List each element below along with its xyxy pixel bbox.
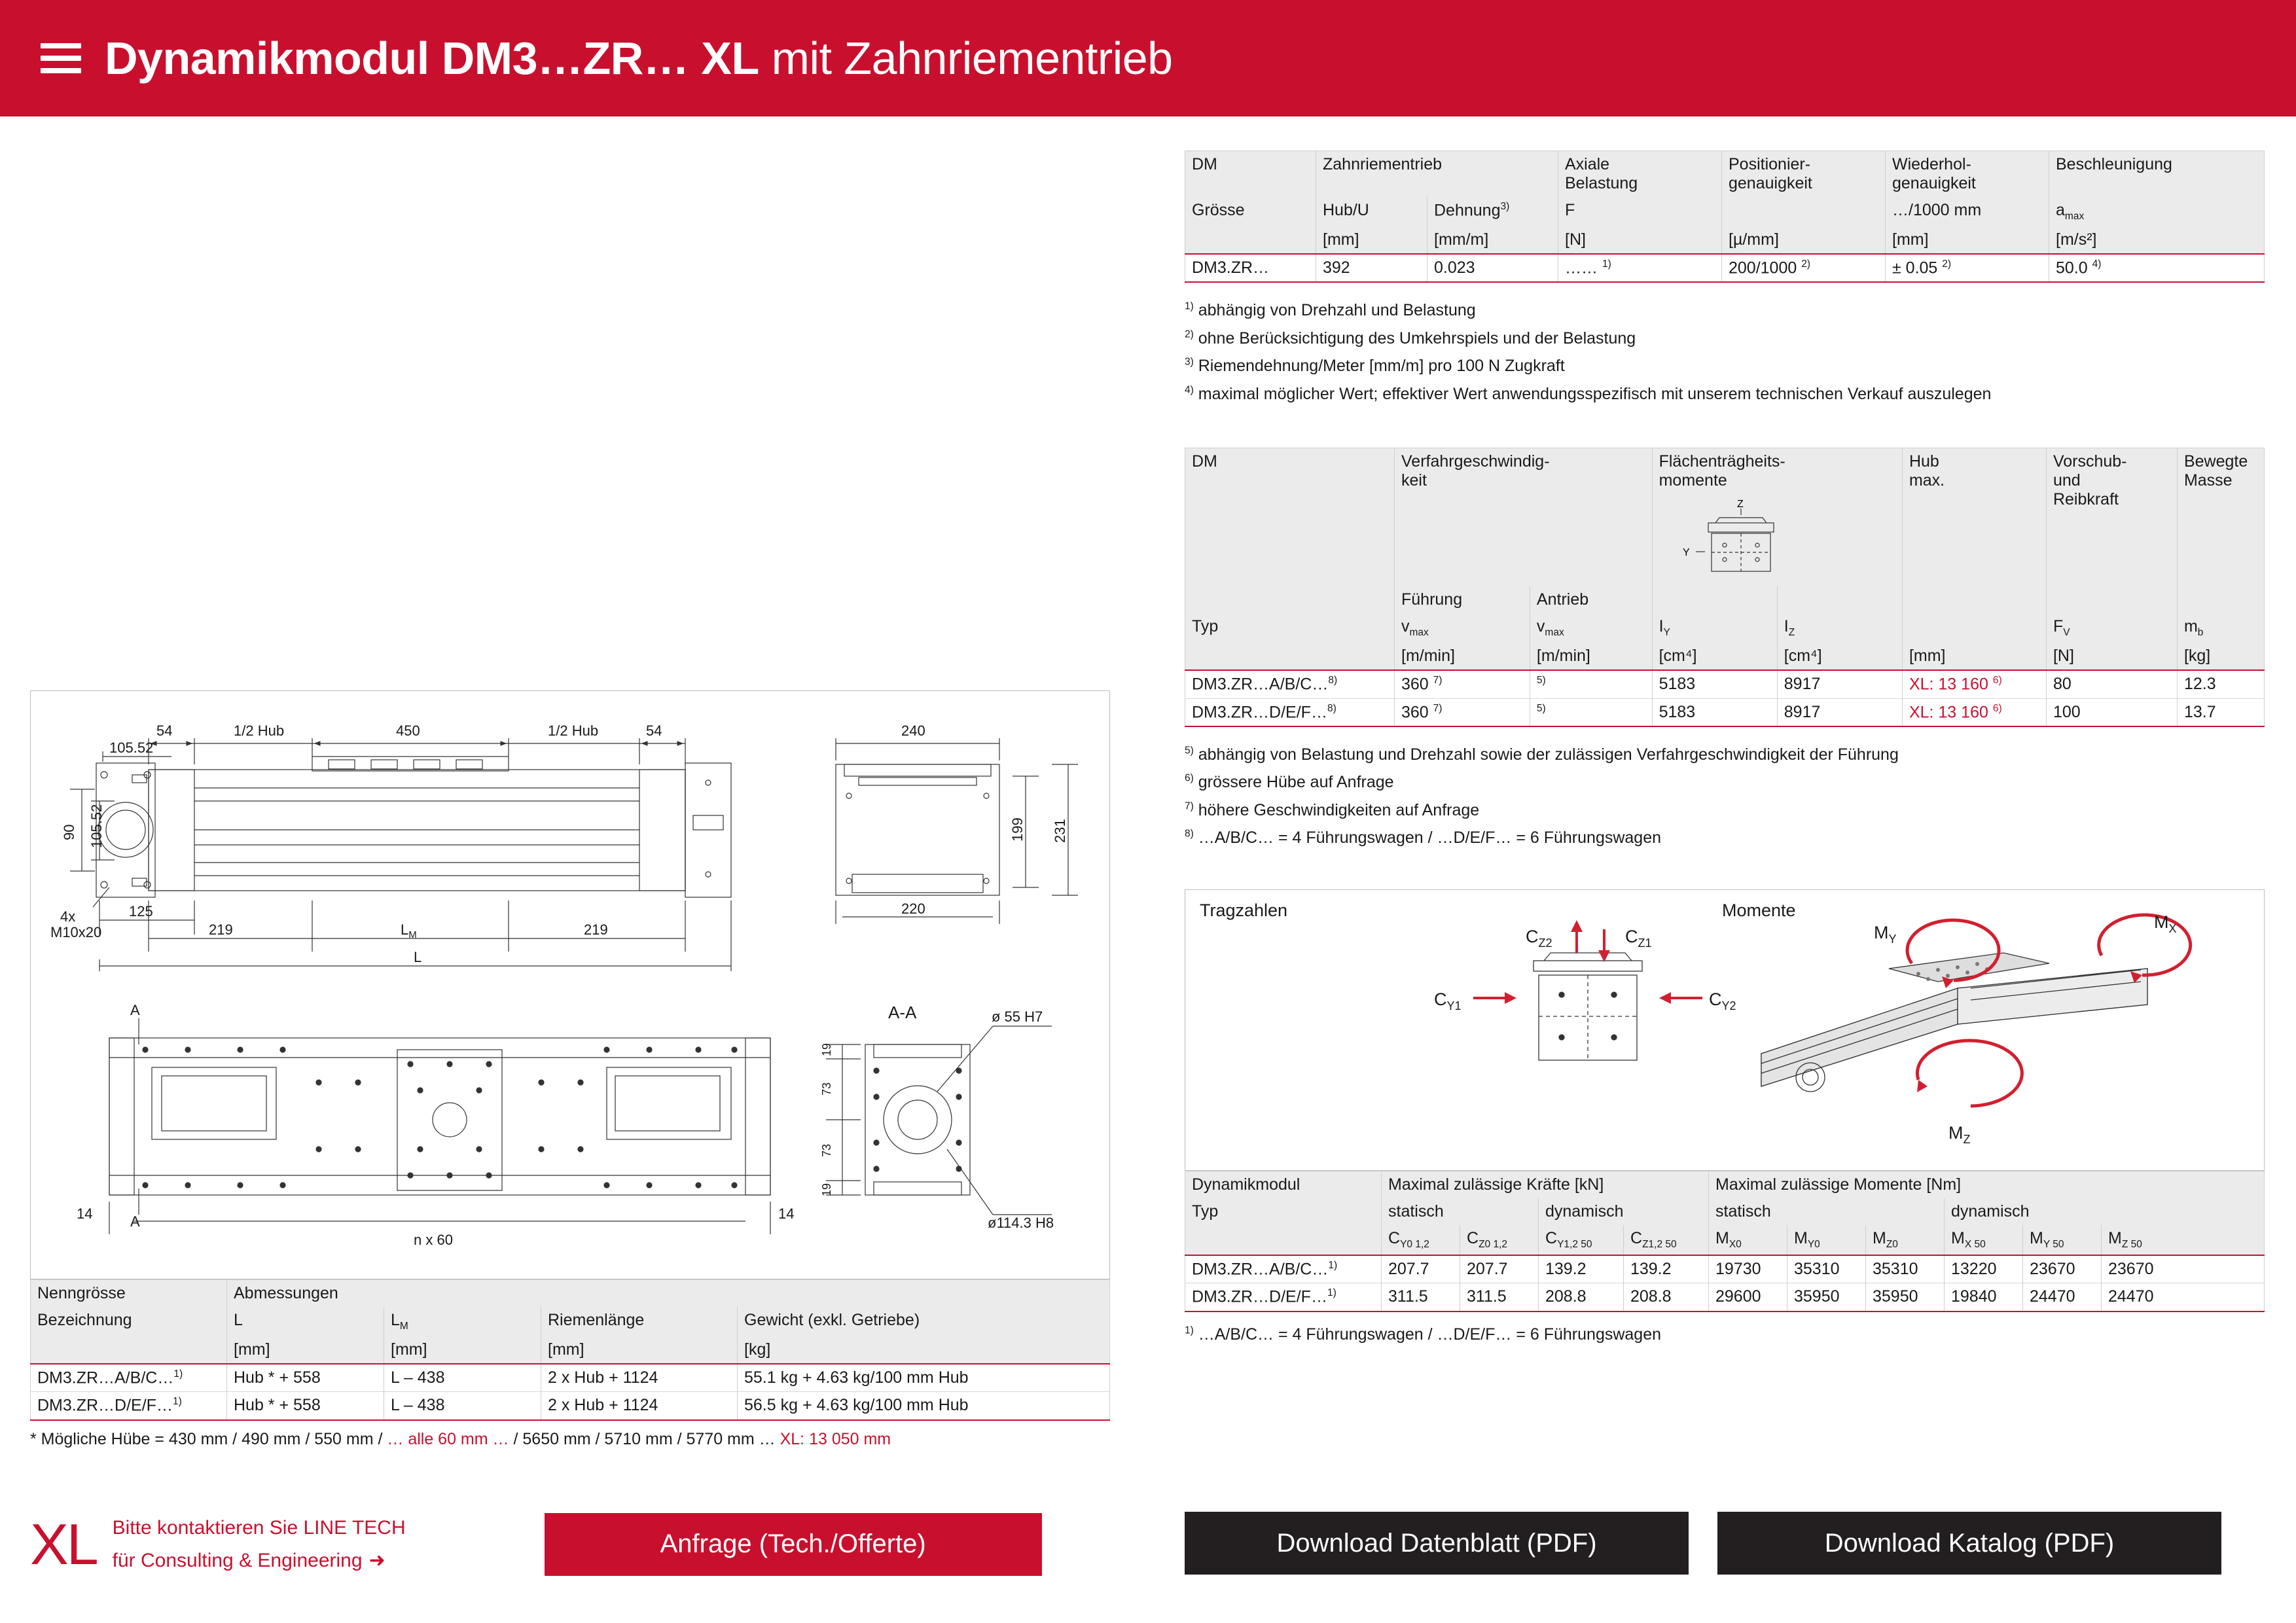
download-datenblatt-button[interactable]: Download Datenblatt (PDF) <box>1185 1512 1689 1575</box>
sym-mx0: $M_{X0}$ <box>1709 1225 1787 1255</box>
sym-my0: $M_{Y0}$ <box>1787 1225 1866 1255</box>
col-momente: Maximal zulässige Momente [Nm] <box>1709 1171 2265 1198</box>
col-momente-statisch: statisch <box>1709 1198 1945 1225</box>
table-row <box>1185 613 2265 643</box>
dim-199: 199 <box>1009 817 1026 842</box>
cell-mx50: 19840 <box>1945 1283 2023 1311</box>
sym-v-antrieb: $v_{max}$ <box>1530 613 1652 643</box>
cell-v-antrieb: 5) <box>1530 698 1652 726</box>
page-title-normal: mit Zahnriementrieb <box>759 33 1173 84</box>
unit-empty <box>1185 643 1395 670</box>
cell-wdh: ± 0.05 $^{2)}$ <box>1886 254 2049 282</box>
col-gewicht: Gewicht (exkl. Getriebe) <box>738 1307 1110 1336</box>
cell-typ: DM3.ZR…D/E/F…$^{8)}$ <box>1185 698 1395 726</box>
footnote: $^{1)}$ abhängig von Drehzahl und Belastung <box>1185 301 1476 320</box>
table-row <box>31 1392 1110 1420</box>
sym-mx50: $M_{X 50}$ <box>1945 1225 2023 1255</box>
sym-mz0: $M_{Z0}$ <box>1866 1225 1945 1255</box>
col-hub-u: Hub/U <box>1316 197 1427 226</box>
dim-240: 240 <box>901 722 925 739</box>
cell-cy0: 207.7 <box>1382 1255 1460 1283</box>
dim-14-left: 14 <box>77 1205 93 1222</box>
axes-diagram-icon <box>1659 499 1816 578</box>
sym-a-max: $a_{max}$ <box>2049 197 2265 226</box>
table-row <box>1185 226 2265 254</box>
footnote: $^{8)}$ …A/B/C… = 4 Führungswagen / …D/E/F… = 6 Führungswagen <box>1185 829 1662 847</box>
col-riemenlaenge: Riemenlänge <box>541 1307 738 1336</box>
sym-cz0: $C_{Z0 1,2}$ <box>1460 1225 1539 1255</box>
sym-cz50: $C_{Z1,2 50}$ <box>1624 1225 1709 1255</box>
table-row <box>1185 1255 2265 1283</box>
col-verfahrgeschwindigkeit: Verfahrgeschwindig- keit <box>1395 448 1653 587</box>
cell-gewicht: 55.1 kg + 4.63 kg/100 mm Hub <box>738 1364 1110 1392</box>
cell-L: Hub * + 558 <box>227 1392 384 1420</box>
col-positioniergenauigkeit: Positionier- genauigkeit <box>1722 151 1886 198</box>
title-momente: Momente <box>1722 900 1796 920</box>
footnotes-1 <box>1185 297 2265 407</box>
cell-cy0: 311.5 <box>1382 1283 1460 1311</box>
cell-dm-name: DM3.ZR… <box>1185 254 1316 282</box>
footnote: $^{1)}$ …A/B/C… = 4 Führungswagen / …D/E/F… = 6 Führungswagen <box>1185 1325 1662 1344</box>
cell-mz50: 23670 <box>2102 1255 2265 1283</box>
col-beschleunigung: Beschleunigung <box>2049 151 2265 198</box>
dim-90: 90 <box>61 824 77 840</box>
right-column <box>1185 151 2265 1349</box>
cell-cz50: 139.2 <box>1624 1255 1709 1283</box>
spacer <box>2046 586 2177 613</box>
table-row <box>1185 643 2265 670</box>
page-title-bold: Dynamikmodul DM3…ZR… XL <box>105 33 759 84</box>
col-momente-dynamisch: dynamisch <box>1945 1198 2265 1225</box>
sym-cy50: $C_{Y1,2 50}$ <box>1539 1225 1624 1255</box>
sym-mb: $m_b$ <box>2177 613 2264 643</box>
cell-L: Hub * + 558 <box>227 1364 384 1392</box>
footnote: $^{4)}$ maximal möglicher Wert; effektiver Wert anwendungsspezifisch mit unserem technischen Verkauf auszulegen <box>1185 384 1992 403</box>
cell-fv: 80 <box>2046 670 2177 698</box>
sym-cy0: $C_{Y0 1,2}$ <box>1382 1225 1460 1255</box>
table-row <box>1185 1171 2265 1198</box>
cell-v-fuehrung: 360 $^{7)}$ <box>1395 698 1530 726</box>
section-marker-a-top: A <box>130 1002 140 1018</box>
cell-cz0: 207.7 <box>1460 1255 1539 1283</box>
col-nenngroesse: Nenngrösse <box>31 1280 227 1308</box>
label-cz2: $C_{Z2}$ <box>1526 926 1552 950</box>
footnote: $^{6)}$ grössere Hübe auf Anfrage <box>1185 773 1394 792</box>
col-wiederholgenauigkeit: Wiederhol- genauigkeit <box>1886 151 2049 198</box>
cell-mz0: 35950 <box>1866 1283 1945 1311</box>
section-label-aa: A-A <box>888 1003 917 1022</box>
col-LM: $L_M$ <box>384 1307 541 1336</box>
col-axiale-belastung: Axiale Belastung <box>1558 151 1722 198</box>
dim-half-hub-right: 1/2 Hub <box>548 722 599 739</box>
hamburger-menu-icon[interactable] <box>41 43 81 73</box>
spacer <box>1652 586 1777 613</box>
unit-iz: [cm⁴] <box>1777 643 1902 670</box>
sym-my50: $M_{Y 50}$ <box>2023 1225 2102 1255</box>
footer-right <box>1185 1512 2265 1575</box>
dim-10552-top: 105.52 <box>109 740 154 756</box>
table-row <box>1185 698 2265 726</box>
cell-cy50: 139.2 <box>1539 1255 1624 1283</box>
sym-F: F <box>1558 197 1722 226</box>
col-dynamikmodul: Dynamikmodul <box>1185 1171 1382 1198</box>
spacer <box>1185 1225 1382 1255</box>
cell-cz0: 311.5 <box>1460 1283 1539 1311</box>
dim-14-right: 14 <box>778 1205 795 1222</box>
dim-219-left: 219 <box>209 921 233 938</box>
dimensions-table <box>30 1279 1110 1421</box>
download-katalog-button[interactable]: Download Katalog (PDF) <box>1717 1512 2221 1575</box>
xl-logo: XL <box>30 1511 97 1577</box>
cell-cy50: 208.8 <box>1539 1283 1624 1311</box>
unit-wdh: [mm] <box>1886 226 2049 254</box>
unit-acc: [m/s²] <box>2049 226 2265 254</box>
cell-riemen: 2 x Hub + 1124 <box>541 1392 738 1420</box>
cell-LM: L – 438 <box>384 1392 541 1420</box>
table-row <box>1185 1198 2265 1225</box>
title-tragzahlen: Tragzahlen <box>1200 900 1288 920</box>
cell-my50: 24470 <box>2023 1283 2102 1311</box>
performance-table <box>1185 448 2265 727</box>
dim-bore-1143: ø114.3 H8 <box>988 1215 1054 1231</box>
unit-fv: [N] <box>2046 643 2177 670</box>
cell-hub: XL: 13 160 $^{6)}$ <box>1902 698 2046 726</box>
sym-iz: $I_Z$ <box>1777 613 1902 643</box>
unit-riemen: [mm] <box>541 1336 738 1364</box>
dim-219-right: 219 <box>584 921 608 938</box>
unit-LM: [mm] <box>384 1336 541 1364</box>
page-title <box>105 32 1173 84</box>
col-zahnriementrieb: Zahnriementrieb <box>1316 151 1558 198</box>
contact-text <box>113 1512 545 1577</box>
cell-v-antrieb: 5) <box>1530 670 1652 698</box>
col-kraefte: Maximal zulässige Kräfte [kN] <box>1382 1171 1709 1198</box>
col-dehnung: Dehnung$^{3)}$ <box>1427 197 1558 226</box>
spacer <box>1902 586 2046 613</box>
unit-empty <box>1185 226 1316 254</box>
dim-bore-55: ø 55 H7 <box>992 1008 1043 1025</box>
unit-dehnung: [mm/m] <box>1427 226 1558 254</box>
contact-line-1: Bitte kontaktieren Sie LINE TECH <box>112 1517 406 1539</box>
cell-mb: 13.7 <box>2177 698 2264 726</box>
cell-LM: L – 438 <box>384 1364 541 1392</box>
table-row <box>1185 197 2265 226</box>
unit-mb: [kg] <box>2177 643 2264 670</box>
unit-pos: [µ/mm] <box>1722 226 1886 254</box>
specs-table <box>1185 151 2265 283</box>
cell-typ: DM3.ZR…D/E/F…$^{1)}$ <box>1185 1283 1382 1311</box>
section-marker-a-bottom: A <box>130 1213 140 1230</box>
cell-gewicht: 56.5 kg + 4.63 kg/100 mm Hub <box>738 1392 1110 1420</box>
left-column <box>30 137 1110 1449</box>
cell-iy: 5183 <box>1652 698 1777 726</box>
dim-10552-left: 105.52 <box>88 804 105 848</box>
axis-label-z: Z <box>1736 499 1744 510</box>
cell-mz0: 35310 <box>1866 1255 1945 1283</box>
cell-typ: DM3.ZR…A/B/C…$^{8)}$ <box>1185 670 1395 698</box>
col-vorschubkraft: Vorschub- und Reibkraft <box>2046 448 2177 587</box>
spacer <box>1185 586 1395 613</box>
label-my: $M_Y$ <box>1874 922 1897 946</box>
dim-19-top: 19 <box>820 1043 833 1056</box>
cell-bezeichnung: DM3.ZR…D/E/F…$^{1)}$ <box>31 1392 227 1420</box>
unit-v-fuehrung: [m/min] <box>1395 643 1530 670</box>
unit-F: [N] <box>1558 226 1722 254</box>
footnotes-2 <box>1185 741 2265 851</box>
col-dm: DM <box>1185 151 1316 198</box>
footer-left <box>30 1512 1110 1577</box>
cell-dehnung: 0.023 <box>1427 254 1558 282</box>
spacer <box>2177 586 2264 613</box>
sym-pos <box>1722 197 1886 226</box>
cell-my50: 23670 <box>2023 1255 2102 1283</box>
dim-54-left: 54 <box>156 722 173 739</box>
col-hub-max: Hub max. <box>1902 448 2046 587</box>
unit-gewicht: [kg] <box>738 1336 1110 1364</box>
cell-fv: 100 <box>2046 698 2177 726</box>
sym-mz50: $M_{Z 50}$ <box>2102 1225 2265 1255</box>
table-row <box>1185 670 2265 698</box>
table-row <box>1185 254 2265 282</box>
col-flaechentraegheitsmomente: Flächenträgheits- momente Z Y <box>1652 448 1902 587</box>
cell-axial: …… $^{1)}$ <box>1558 254 1722 282</box>
spacer <box>1777 586 1902 613</box>
loads-diagram <box>1185 889 2265 1171</box>
dim-19-bottom: 19 <box>820 1183 833 1196</box>
col-bezeichnung: Bezeichnung <box>31 1307 227 1336</box>
unit-L: [mm] <box>227 1336 384 1364</box>
cell-v-fuehrung: 360 $^{7)}$ <box>1395 670 1530 698</box>
table-row <box>1185 1283 2265 1311</box>
dim-4x: 4x <box>60 908 76 925</box>
col-fuehrung: Führung <box>1395 586 1530 613</box>
dim-231: 231 <box>1052 819 1068 843</box>
cell-mz50: 24470 <box>2102 1283 2265 1311</box>
dim-125: 125 <box>129 903 153 919</box>
cell-hub-u: 392 <box>1316 254 1427 282</box>
cell-cz50: 208.8 <box>1624 1283 1709 1311</box>
label-cy1: $C_{Y1}$ <box>1434 989 1462 1012</box>
cell-mx50: 13220 <box>1945 1255 2023 1283</box>
col-antrieb: Antrieb <box>1530 586 1652 613</box>
dim-73-bottom: 73 <box>820 1143 833 1157</box>
cell-riemen: 2 x Hub + 1124 <box>541 1364 738 1392</box>
dim-L: L <box>414 949 422 965</box>
cell-mx0: 19730 <box>1709 1255 1787 1283</box>
table-row <box>31 1336 1110 1364</box>
dim-half-hub-left: 1/2 Hub <box>234 722 285 739</box>
label-mz: $M_Z$ <box>1948 1122 1971 1146</box>
col-groesse: Grösse <box>1185 197 1316 226</box>
table-row <box>1185 1225 2265 1255</box>
cell-mx0: 29600 <box>1709 1283 1787 1311</box>
footnote: $^{7)}$ höhere Geschwindigkeiten auf Anfrage <box>1185 800 1480 819</box>
label-cy2: $C_{Y2}$ <box>1709 989 1736 1012</box>
unit-empty <box>31 1336 227 1364</box>
cell-iz: 8917 <box>1777 698 1902 726</box>
cell-mb: 12.3 <box>2177 670 2264 698</box>
col-L: L <box>227 1307 384 1336</box>
cell-my0: 35950 <box>1787 1283 1866 1311</box>
page-header <box>0 0 2296 116</box>
anfrage-button[interactable]: Anfrage (Tech./Offerte) <box>545 1513 1042 1576</box>
col-abmessungen: Abmessungen <box>227 1280 1110 1308</box>
unit-v-antrieb: [m/min] <box>1530 643 1652 670</box>
col-bewegte-masse: Bewegte Masse <box>2177 448 2264 587</box>
table-row <box>1185 151 2265 198</box>
unit-iy: [cm⁴] <box>1652 643 1777 670</box>
col-typ: Typ <box>1185 1198 1382 1225</box>
footnotes-3 <box>1185 1321 2265 1348</box>
cell-iy: 5183 <box>1652 670 1777 698</box>
stroke-note: * Mögliche Hübe = 430 mm / 490 mm / 550 mm / … alle 60 mm … / 5650 mm / 5710 mm / 5770 mm … XL: 13 050 mm <box>30 1429 891 1448</box>
sym-wdh: …/1000 mm <box>1886 197 2049 226</box>
footnote: $^{5)}$ abhängig von Belastung und Drehzahl sowie der zulässigen Verfahrgeschwindigkeit der Führung <box>1185 745 1899 764</box>
dim-LM: $L_M$ <box>401 921 417 940</box>
dim-nx60: n x 60 <box>414 1232 453 1248</box>
table-row <box>1185 448 2265 587</box>
unit-hub-u: [mm] <box>1316 226 1427 254</box>
dim-54-right: 54 <box>646 722 662 739</box>
sym-iy: $I_Y$ <box>1652 613 1777 643</box>
contact-line-2: für Consulting & Engineering ➜ <box>113 1544 545 1577</box>
dim-220: 220 <box>901 901 925 917</box>
col-kraefte-dynamisch: dynamisch <box>1539 1198 1709 1225</box>
sym-hub <box>1902 613 2046 643</box>
cell-typ: DM3.ZR…A/B/C…$^{1)}$ <box>1185 1255 1382 1283</box>
cell-acc: 50.0 $^{4)}$ <box>2049 254 2265 282</box>
unit-hub: [mm] <box>1902 643 2046 670</box>
cell-pos: 200/1000 $^{2)}$ <box>1722 254 1886 282</box>
label-mx: $M_X$ <box>2154 912 2177 935</box>
dim-m10x20: M10x20 <box>50 924 102 940</box>
cell-hub: XL: 13 160 $^{6)}$ <box>1902 670 2046 698</box>
table-row <box>31 1280 1110 1308</box>
dim-450: 450 <box>396 722 420 739</box>
cell-my0: 35310 <box>1787 1255 1866 1283</box>
col-dm: DM <box>1185 448 1395 587</box>
col-typ: Typ <box>1185 613 1395 643</box>
footnote: $^{2)}$ ohne Berücksichtigung des Umkehrspiels und der Belastung <box>1185 329 1636 348</box>
table-row <box>31 1364 1110 1392</box>
cell-iz: 8917 <box>1777 670 1902 698</box>
sym-fv: $F_V$ <box>2046 613 2177 643</box>
loads-table <box>1185 1171 2265 1312</box>
footnote: $^{3)}$ Riemendehnung/Meter [mm/m] pro 100 N Zugkraft <box>1185 357 1565 376</box>
arrow-right-icon: ➜ <box>368 1549 386 1571</box>
cell-bezeichnung: DM3.ZR…A/B/C…$^{1)}$ <box>31 1364 227 1392</box>
table-row <box>31 1307 1110 1336</box>
table-row <box>1185 586 2265 613</box>
label-cz1: $C_{Z1}$ <box>1625 926 1652 950</box>
sym-v-fuehrung: $v_{max}$ <box>1395 613 1530 643</box>
axis-label-y: Y <box>1682 547 1690 559</box>
technical-drawing <box>30 690 1110 1279</box>
col-kraefte-statisch: statisch <box>1382 1198 1539 1225</box>
dim-73-top: 73 <box>820 1082 833 1096</box>
